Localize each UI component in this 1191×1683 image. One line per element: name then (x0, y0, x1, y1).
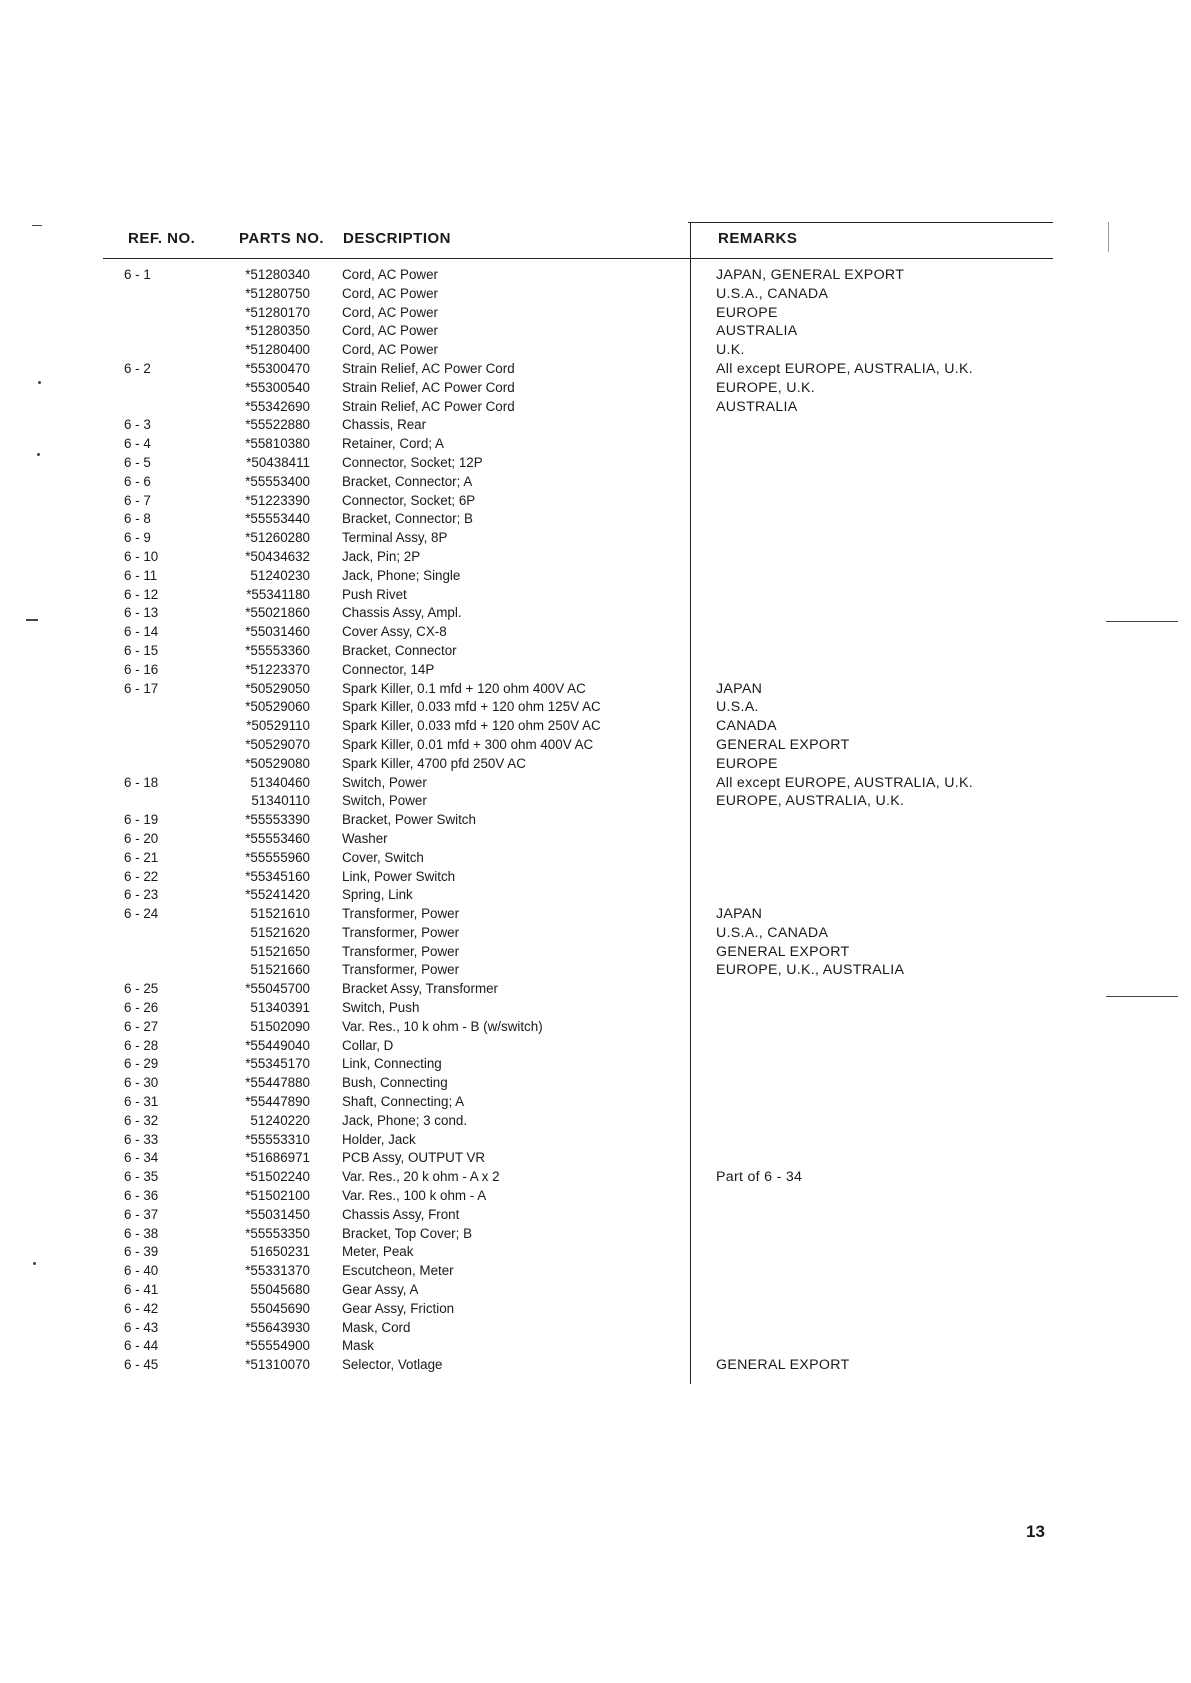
table-row (103, 379, 1053, 398)
table-row (103, 999, 1053, 1018)
ref-no-cell: 6 - 23 (124, 887, 159, 903)
header-description: DESCRIPTION (343, 230, 452, 247)
table-row (103, 774, 1053, 793)
description-cell: Cover Assy, CX-8 (342, 624, 447, 640)
header-remarks: REMARKS (718, 230, 798, 247)
description-cell: Spark Killer, 0.1 mfd + 120 ohm 400V AC (342, 680, 586, 696)
ref-no-cell: 6 - 11 (124, 567, 158, 583)
description-cell: Mask, Cord (342, 1319, 411, 1335)
scan-mark (37, 453, 40, 456)
description-cell: Bracket, Power Switch (342, 812, 476, 828)
ref-no-cell: 6 - 41 (124, 1282, 159, 1298)
description-cell: Chassis, Rear (342, 417, 427, 433)
table-row (103, 567, 1053, 586)
table-row (103, 285, 1053, 304)
description-cell: Strain Relief, AC Power Cord (342, 360, 515, 376)
parts-no-cell: *55341180 (246, 586, 310, 602)
table-row (103, 1337, 1053, 1356)
parts-no-cell: *51686971 (245, 1150, 310, 1166)
ref-no-cell: 6 - 37 (124, 1206, 159, 1222)
parts-no-cell: *55300470 (245, 360, 310, 376)
table-row (103, 830, 1053, 849)
table-row (103, 661, 1053, 680)
table-row (103, 398, 1053, 417)
ref-no-cell: 6 - 18 (124, 774, 159, 790)
parts-no-cell: *51280400 (245, 342, 310, 358)
table-row (103, 586, 1053, 605)
table-row (103, 1074, 1053, 1093)
ref-no-cell: 6 - 45 (124, 1357, 159, 1373)
ref-no-cell: 6 - 38 (124, 1225, 159, 1241)
table-row (103, 266, 1053, 285)
parts-no-cell: *55553460 (245, 830, 310, 846)
parts-no-cell: *55553310 (245, 1131, 310, 1147)
remarks-cell: AUSTRALIA (716, 323, 798, 340)
ref-no-cell: 6 - 42 (124, 1300, 159, 1316)
scan-mark (38, 381, 41, 384)
description-cell: Spark Killer, 4700 pfd 250V AC (342, 755, 526, 771)
parts-no-cell: *55031450 (245, 1206, 310, 1222)
parts-no-cell: *50529060 (245, 699, 310, 715)
table-row (103, 1281, 1053, 1300)
ref-no-cell: 6 - 33 (124, 1131, 159, 1147)
remarks-cell: Part of 6 - 34 (716, 1169, 803, 1186)
parts-no-cell: *55331370 (245, 1263, 310, 1279)
ref-no-cell: 6 - 15 (124, 642, 159, 658)
table-row (103, 642, 1053, 661)
remarks-cell: JAPAN, GENERAL EXPORT (716, 267, 905, 283)
description-cell: Holder, Jack (342, 1131, 416, 1147)
scan-mark (1106, 621, 1178, 622)
parts-no-cell: *55554900 (245, 1338, 310, 1354)
parts-no-cell: *55345170 (245, 1056, 310, 1072)
table-row (103, 1112, 1053, 1131)
ref-no-cell: 6 - 24 (124, 906, 159, 922)
description-cell: Switch, Power (342, 774, 427, 790)
remarks-cell: EUROPE, AUSTRALIA, U.K. (716, 793, 905, 810)
parts-no-cell: *55522880 (245, 417, 310, 433)
description-cell: Cord, AC Power (342, 267, 439, 282)
parts-no-cell: *51223390 (245, 492, 310, 508)
description-cell: Cord, AC Power (342, 323, 439, 339)
table-row (103, 1300, 1053, 1319)
parts-no-cell: 51650231 (250, 1244, 310, 1260)
parts-no-cell: 51521650 (250, 943, 310, 959)
ref-no-cell: 6 - 21 (124, 849, 159, 865)
description-cell: Bracket, Connector; B (342, 511, 473, 527)
description-cell: Jack, Phone; Single (342, 567, 461, 583)
parts-no-cell: 51240230 (250, 567, 310, 583)
parts-no-cell: *51280350 (245, 323, 310, 339)
remarks-cell: U.S.A. (716, 699, 759, 716)
parts-no-cell: *51502240 (245, 1169, 310, 1185)
description-cell: Jack, Pin; 2P (342, 548, 421, 564)
parts-no-cell: 51340391 (250, 1000, 310, 1016)
description-cell: Mask (342, 1338, 374, 1354)
ref-no-cell: 6 - 8 (124, 511, 151, 527)
parts-no-cell: *55643930 (245, 1319, 310, 1335)
ref-no-cell: 6 - 2 (124, 360, 151, 376)
description-cell: Cord, AC Power (342, 304, 439, 320)
header-parts-no: PARTS NO. (239, 230, 325, 247)
remarks-cell: U.S.A., CANADA (716, 285, 829, 302)
description-cell: Escutcheon, Meter (342, 1263, 454, 1279)
description-cell: Transformer, Power (342, 924, 460, 940)
table-row (103, 341, 1053, 360)
description-cell: Var. Res., 100 k ohm - A (342, 1188, 487, 1204)
parts-no-cell: *51502100 (245, 1188, 310, 1204)
scan-mark (32, 225, 42, 226)
table-row (103, 435, 1053, 454)
table-row (103, 454, 1053, 473)
scan-mark (1108, 222, 1109, 252)
ref-no-cell: 6 - 28 (124, 1037, 159, 1053)
parts-no-cell: *55553350 (245, 1225, 310, 1241)
description-cell: Retainer, Cord; A (342, 436, 444, 452)
ref-no-cell: 6 - 27 (124, 1018, 159, 1034)
table-row (103, 1262, 1053, 1281)
description-cell: Spark Killer, 0.033 mfd + 120 ohm 250V AC (342, 718, 601, 734)
table-row (103, 473, 1053, 492)
table-row (103, 943, 1053, 962)
ref-no-cell: 6 - 1 (124, 267, 151, 282)
parts-no-cell: *55555960 (245, 849, 310, 865)
remarks-cell: EUROPE, U.K., AUSTRALIA (716, 962, 905, 979)
parts-no-cell: *55553360 (245, 642, 310, 658)
ref-no-cell: 6 - 17 (124, 680, 159, 696)
table-row (103, 604, 1053, 623)
ref-no-cell: 6 - 5 (124, 454, 151, 470)
description-cell: Spark Killer, 0.033 mfd + 120 ohm 125V AC (342, 699, 601, 715)
description-cell: Transformer, Power (342, 943, 460, 959)
table-row (103, 924, 1053, 943)
ref-no-cell: 6 - 40 (124, 1263, 159, 1279)
scan-mark (26, 619, 38, 621)
table-row (103, 510, 1053, 529)
ref-no-cell: 6 - 13 (124, 605, 159, 621)
table-row (103, 1149, 1053, 1168)
scan-mark (33, 1262, 36, 1265)
ref-no-cell: 6 - 19 (124, 812, 159, 828)
ref-no-cell: 6 - 3 (124, 417, 151, 433)
parts-no-cell: *55553390 (245, 812, 310, 828)
description-cell: Cord, AC Power (342, 285, 439, 301)
table-row (103, 416, 1053, 435)
remarks-cell: GENERAL EXPORT (716, 736, 850, 753)
parts-no-cell: *55045700 (245, 981, 310, 997)
description-cell: Cover, Switch (342, 849, 424, 865)
remarks-cell: EUROPE (716, 304, 778, 321)
description-cell: Connector, 14P (342, 661, 435, 677)
description-cell: Switch, Power (342, 793, 427, 809)
remarks-cell: All except EUROPE, AUSTRALIA, U.K. (716, 774, 973, 791)
description-cell: Terminal Assy, 8P (342, 530, 448, 546)
ref-no-cell: 6 - 10 (124, 548, 159, 564)
ref-no-cell: 6 - 6 (124, 473, 151, 489)
description-cell: Var. Res., 10 k ohm - B (w/switch) (342, 1018, 543, 1034)
description-cell: Chassis Assy, Front (342, 1206, 460, 1222)
remarks-cell: EUROPE, U.K. (716, 379, 815, 396)
ref-no-cell: 6 - 39 (124, 1244, 159, 1260)
description-cell: Switch, Push (342, 1000, 420, 1016)
table-row (103, 1018, 1053, 1037)
parts-no-cell: *50529050 (245, 680, 310, 696)
parts-no-cell: 55045680 (250, 1282, 310, 1298)
ref-no-cell: 6 - 44 (124, 1338, 159, 1354)
table-row (103, 698, 1053, 717)
description-cell: Selector, Votlage (342, 1357, 443, 1373)
parts-no-cell: 51521610 (250, 906, 310, 922)
table-row (103, 529, 1053, 548)
parts-no-cell: 51340460 (250, 774, 310, 790)
table-row (103, 811, 1053, 830)
parts-no-cell: *51280340 (245, 267, 310, 282)
description-cell: Collar, D (342, 1037, 394, 1053)
table-row (103, 792, 1053, 811)
ref-no-cell: 6 - 32 (124, 1112, 159, 1128)
ref-no-cell: 6 - 26 (124, 1000, 159, 1016)
table-row (103, 1356, 1053, 1375)
parts-no-cell: 55045690 (250, 1300, 310, 1316)
table-row (103, 304, 1053, 323)
description-cell: Jack, Phone; 3 cond. (342, 1112, 468, 1128)
ref-no-cell: 6 - 22 (124, 868, 159, 884)
description-cell: Connector, Socket; 6P (342, 492, 476, 508)
remarks-cell: U.S.A., CANADA (716, 924, 829, 941)
table-row (103, 736, 1053, 755)
table-row (103, 1037, 1053, 1056)
description-cell: Bracket, Connector; A (342, 473, 473, 489)
table-row (103, 1131, 1053, 1150)
description-cell: Cord, AC Power (342, 342, 439, 358)
ref-no-cell: 6 - 16 (124, 661, 159, 677)
parts-no-cell: 51521660 (250, 962, 310, 978)
parts-no-cell: 51502090 (250, 1018, 310, 1034)
ref-no-cell: 6 - 36 (124, 1188, 159, 1204)
description-cell: Meter, Peak (342, 1244, 414, 1260)
remarks-cell: JAPAN (716, 906, 763, 923)
table-row (103, 868, 1053, 887)
description-cell: Strain Relief, AC Power Cord (342, 398, 515, 414)
remarks-cell: EUROPE (716, 755, 778, 772)
table-row (103, 1225, 1053, 1244)
parts-no-cell: *51260280 (245, 530, 310, 546)
remarks-cell: GENERAL EXPORT (716, 1357, 850, 1374)
description-cell: Link, Connecting (342, 1056, 442, 1072)
parts-no-cell: *51280750 (245, 285, 310, 301)
parts-no-cell: *55810380 (245, 436, 310, 452)
ref-no-cell: 6 - 12 (124, 586, 159, 602)
parts-no-cell: *50529070 (245, 736, 310, 752)
table-row (103, 680, 1053, 699)
description-cell: Var. Res., 20 k ohm - A x 2 (342, 1169, 500, 1185)
parts-table-body (103, 266, 1053, 1375)
table-row (103, 623, 1053, 642)
parts-no-cell: *55021860 (245, 605, 310, 621)
ref-no-cell: 6 - 31 (124, 1094, 159, 1110)
remarks-cell: All except EUROPE, AUSTRALIA, U.K. (716, 360, 973, 377)
parts-no-cell: *50434632 (245, 548, 310, 564)
description-cell: Washer (342, 830, 388, 846)
parts-no-cell: *55553400 (245, 473, 310, 489)
parts-no-cell: *50529110 (246, 718, 310, 734)
parts-no-cell: *55300540 (245, 379, 310, 395)
description-cell: Bracket, Top Cover; B (342, 1225, 472, 1241)
ref-no-cell: 6 - 34 (124, 1150, 159, 1166)
ref-no-cell: 6 - 30 (124, 1075, 159, 1091)
table-row (103, 905, 1053, 924)
table-row (103, 322, 1053, 341)
parts-no-cell: *50438411 (246, 454, 310, 470)
parts-no-cell: 51340110 (251, 793, 310, 809)
table-row (103, 548, 1053, 567)
table-row (103, 1206, 1053, 1225)
description-cell: Spring, Link (342, 887, 413, 903)
ref-no-cell: 6 - 14 (124, 624, 159, 640)
description-cell: Bush, Connecting (342, 1075, 448, 1091)
parts-no-cell: *55449040 (245, 1037, 310, 1053)
description-cell: Strain Relief, AC Power Cord (342, 379, 515, 395)
description-cell: Gear Assy, Friction (342, 1300, 455, 1316)
parts-no-cell: *50529080 (245, 755, 310, 771)
ref-no-cell: 6 - 25 (124, 981, 159, 997)
ref-no-cell: 6 - 7 (124, 492, 151, 508)
table-row (103, 961, 1053, 980)
ref-no-cell: 6 - 20 (124, 830, 159, 846)
description-cell: PCB Assy, OUTPUT VR (342, 1150, 486, 1166)
parts-no-cell: *51223370 (245, 661, 310, 677)
parts-no-cell: *55447890 (245, 1094, 310, 1110)
description-cell: Bracket Assy, Transformer (342, 981, 499, 997)
parts-no-cell: *51310070 (245, 1357, 310, 1373)
parts-no-cell: *55447880 (245, 1075, 310, 1091)
remarks-cell: AUSTRALIA (716, 398, 798, 415)
table-row (103, 755, 1053, 774)
ref-no-cell: 6 - 35 (124, 1169, 159, 1185)
description-cell: Bracket, Connector (342, 642, 457, 658)
table-row (103, 849, 1053, 868)
ref-no-cell: 6 - 29 (124, 1056, 159, 1072)
description-cell: Shaft, Connecting; A (342, 1094, 465, 1110)
description-cell: Spark Killer, 0.01 mfd + 300 ohm 400V AC (342, 736, 594, 752)
description-cell: Transformer, Power (342, 962, 460, 978)
table-row (103, 717, 1053, 736)
table-row (103, 1243, 1053, 1262)
parts-no-cell: *55553440 (245, 511, 310, 527)
parts-no-cell: 51521620 (250, 924, 310, 940)
parts-no-cell: *55241420 (245, 887, 310, 903)
remarks-cell: JAPAN (716, 680, 763, 697)
table-row (103, 886, 1053, 905)
table-row (103, 1168, 1053, 1187)
scan-mark (1106, 996, 1178, 997)
header-ref-no: REF. NO. (128, 230, 196, 247)
description-cell: Transformer, Power (342, 906, 460, 922)
parts-no-cell: *55031460 (245, 624, 310, 640)
table-row (103, 1055, 1053, 1074)
table-row (103, 492, 1053, 511)
page-number: 13 (1026, 1522, 1045, 1541)
description-cell: Push Rivet (342, 586, 407, 602)
table-row (103, 1319, 1053, 1338)
description-cell: Connector, Socket; 12P (342, 454, 483, 470)
ref-no-cell: 6 - 43 (124, 1319, 159, 1335)
ref-no-cell: 6 - 4 (124, 436, 151, 452)
description-cell: Gear Assy, A (342, 1282, 419, 1298)
parts-no-cell: *55342690 (245, 398, 310, 414)
parts-table-header (103, 222, 1053, 259)
table-row (103, 1187, 1053, 1206)
description-cell: Link, Power Switch (342, 868, 456, 884)
table-row (103, 360, 1053, 379)
parts-no-cell: *51280170 (245, 304, 310, 320)
remarks-cell: CANADA (716, 718, 777, 735)
table-row (103, 980, 1053, 999)
parts-no-cell: 51240220 (250, 1112, 310, 1128)
table-row (103, 1093, 1053, 1112)
parts-no-cell: *55345160 (245, 868, 310, 884)
remarks-cell: U.K. (716, 342, 745, 359)
remarks-cell: GENERAL EXPORT (716, 943, 850, 960)
ref-no-cell: 6 - 9 (124, 530, 151, 546)
description-cell: Chassis Assy, Ampl. (342, 605, 462, 621)
